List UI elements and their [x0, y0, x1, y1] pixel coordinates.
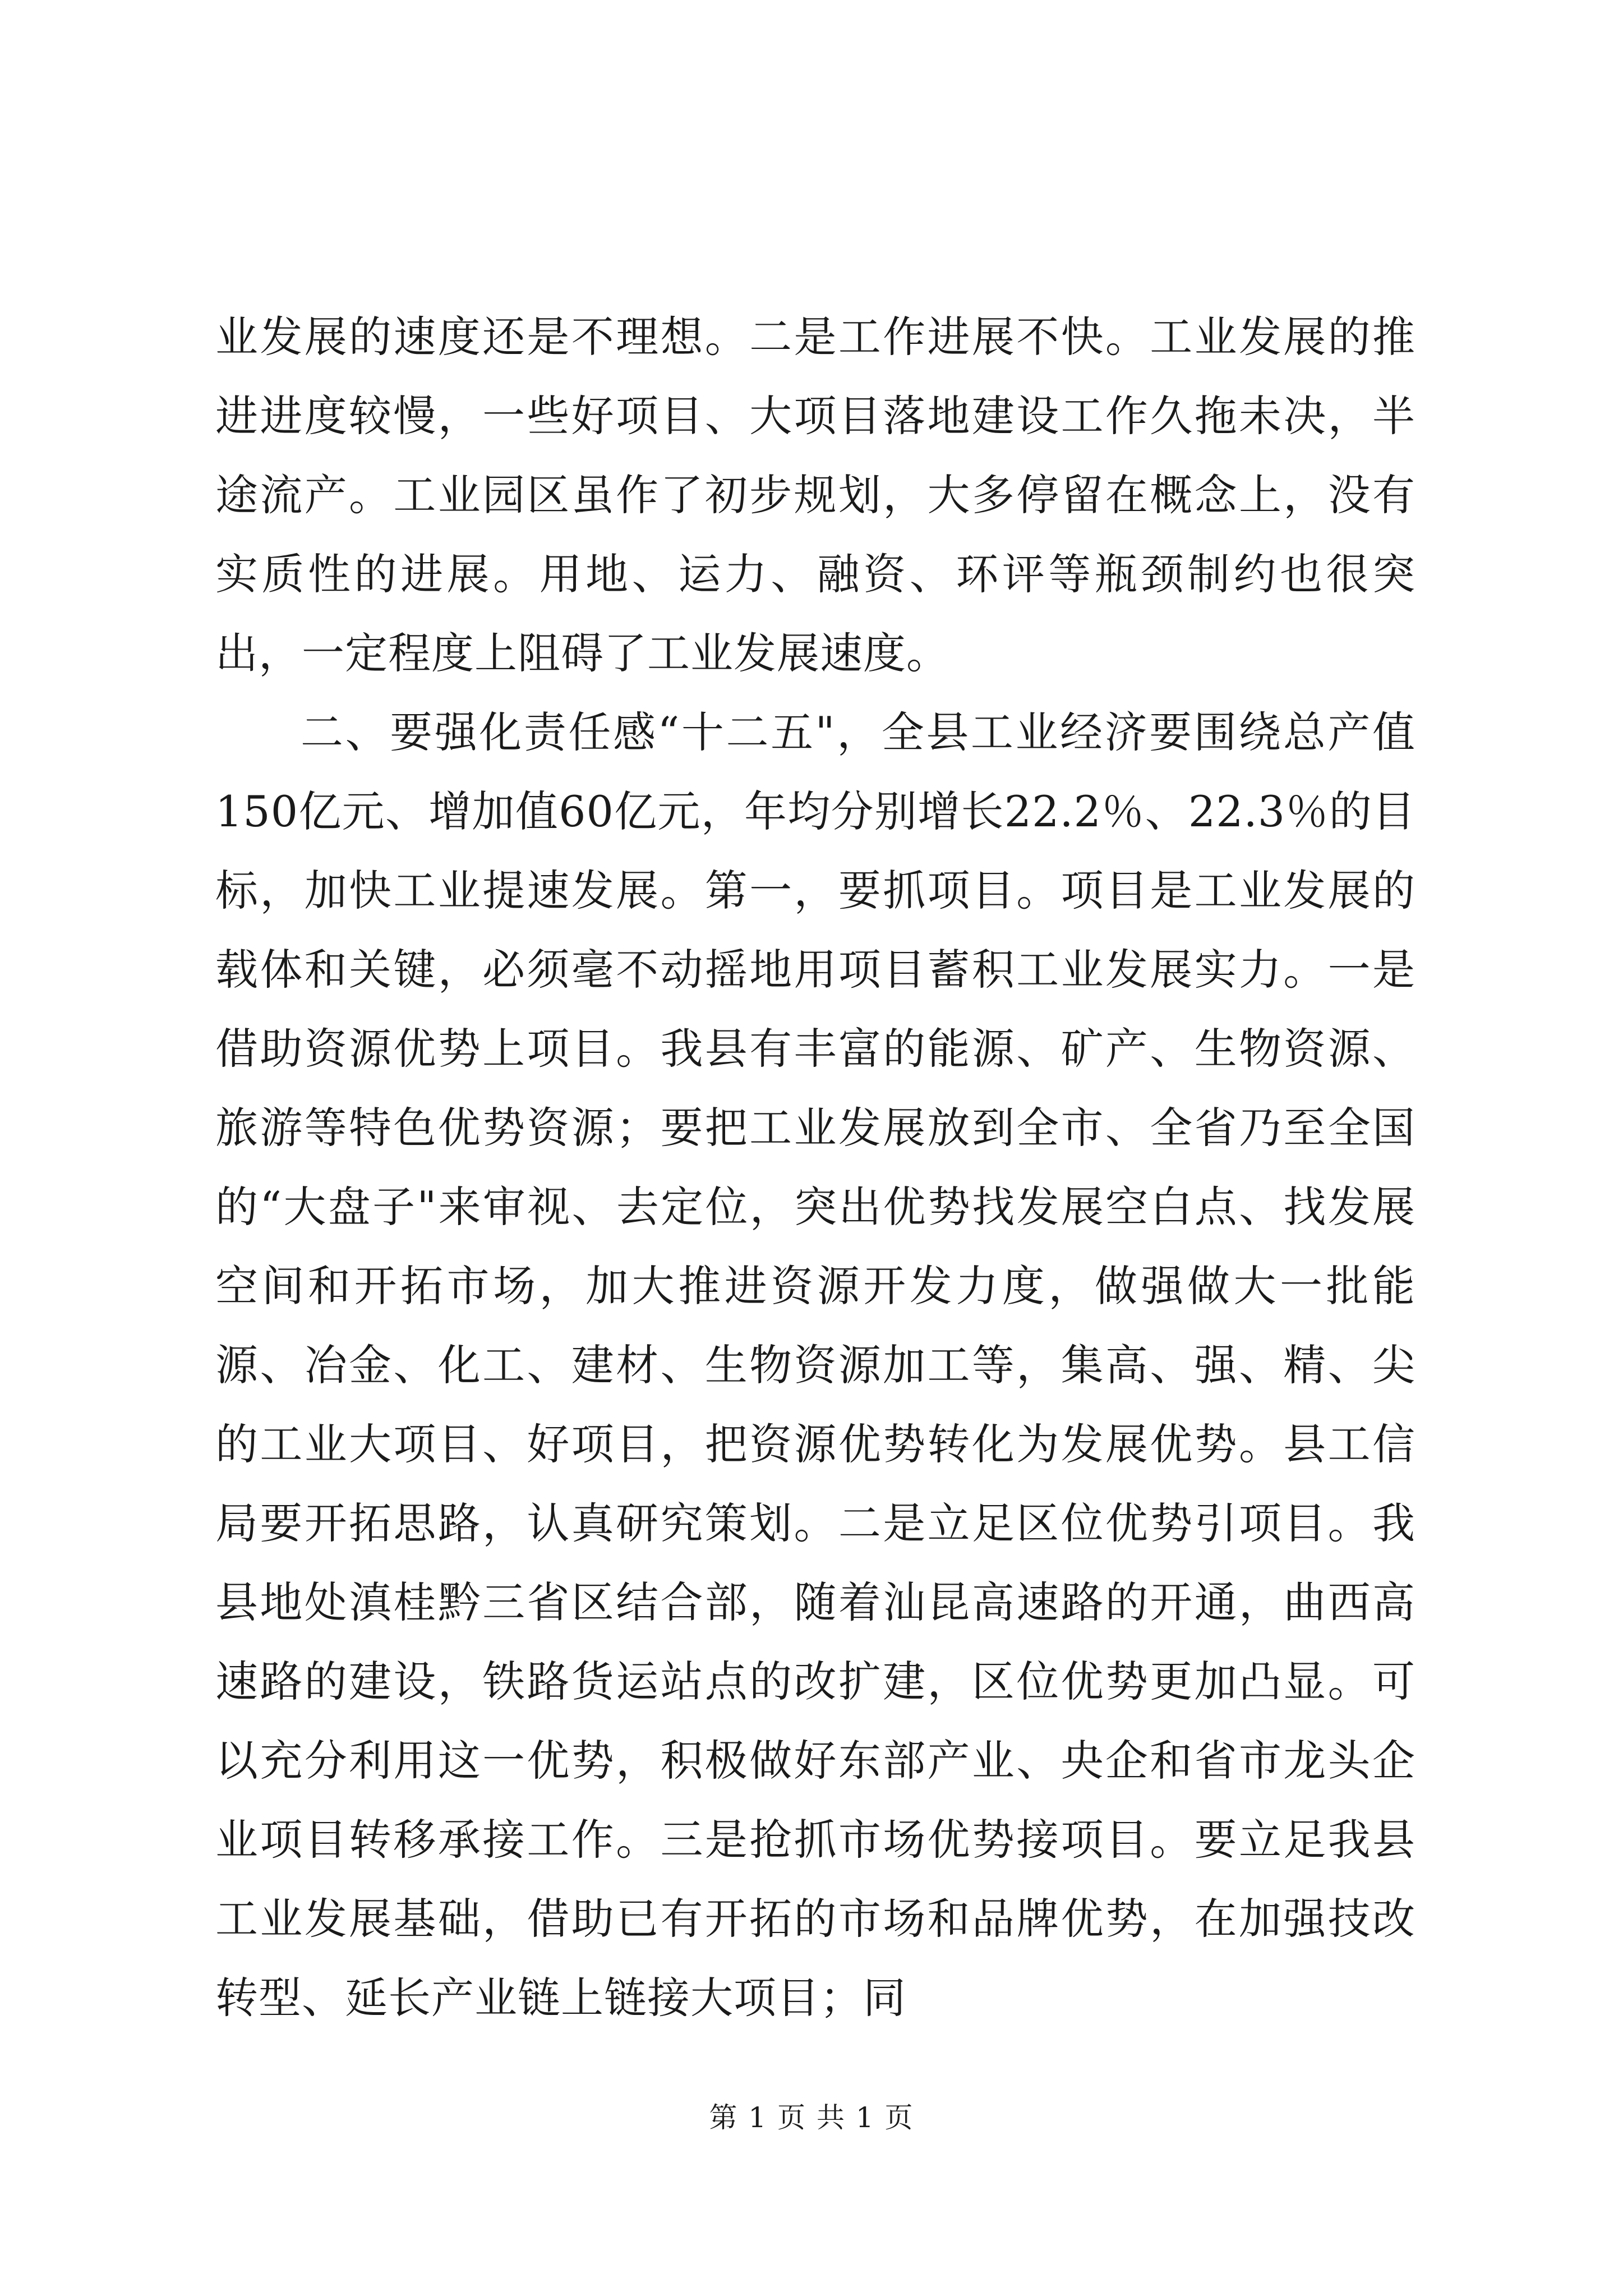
paragraph: 业发展的速度还是不理想。二是工作进展不快。工业发展的推进进度较慢，一些好项目、大项目落地建设工作久拖未决，半途流产。工业园区虽作了初步规划，大多停留在概念上，没有实质性的进展。用地、运力、融资、环评等瓶颈制约也很突出，一定程度上阻碍了工业发展速度。	[215, 312, 1415, 678]
body-text	[215, 297, 1415, 2037]
page-footer: 第 1 页 共 1 页	[709, 2101, 914, 2134]
paragraph: 二、要强化责任感“十二五"，全县工业经济要围绕总产值150亿元、增加值60亿元，年均分别增长22.2％、22.3％的目标，加快工业提速发展。第一，要抓项目。项目是工业发展的载体和关键，必须毫不动摇地用项目蓄积工业发展实力。一是借助资源优势上项目。我县有丰富的能源、矿产、生物资源、旅游等特色优势资源；要把工业发展放到全市、全省乃至全国的“大盘子"来审视、去定位，突出优势找发展空白点、找发展空间和开拓市场，加大推进资源开发力度，做强做大一批能源、冶金、化工、建材、生物资源加工等，集高、强、精、尖的工业大项目、好项目，把资源优势转化为发展优势。县工信局要开拓思路，认真研究策划。二是立足区位优势引项目。我县地处滇桂黔三省区结合部，随着汕昆高速路的开通，曲西高速路的建设，铁路货运站点的改扩建，区位优势更加凸显。可以充分利用这一优势，积极做好东部产业、央企和省市龙头企业项目转移承接工作。三是抢抓市场优势接项目。要立足我县工业发展基础，借助已有开拓的市场和品牌优势，在加强技改转型、延长产业链上链接大项目；同	[215, 707, 1415, 2023]
